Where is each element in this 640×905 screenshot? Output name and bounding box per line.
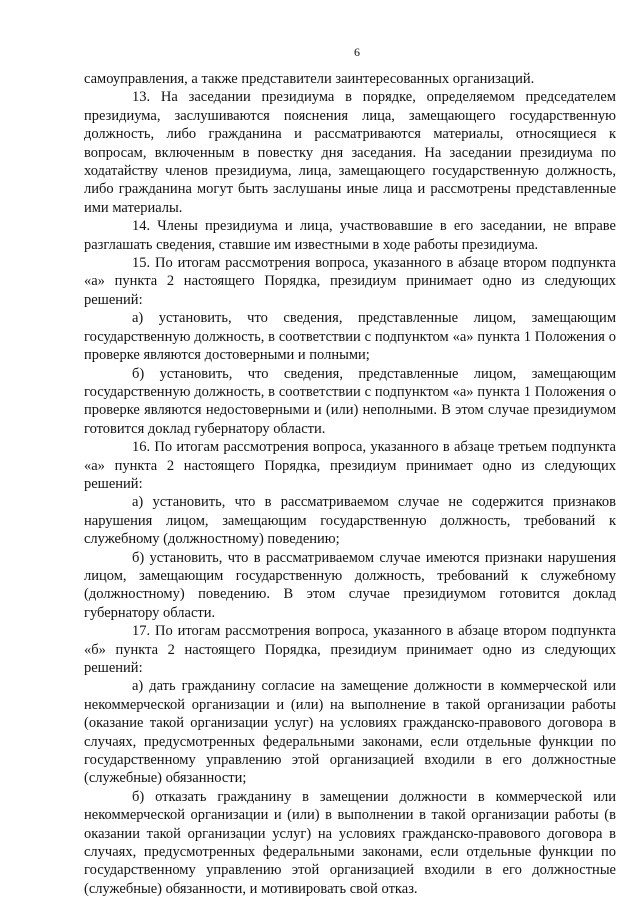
paragraph-continuation: самоуправления, а также представители заинтересованных организаций. [84, 71, 535, 87]
paragraph-17-a: а) дать гражданину согласие на замещение должности в коммерческой или некоммерческой организации и (или) на выполнение в такой организации работы (оказание такой организации услуг) на условиях гражданско-правового договора в случаях, предусмотренных федеральными законами, если отдельные функции по государственному управлению этой организацией входили в его должностные (служебные) обязанности; [84, 678, 616, 787]
page-number: 6 [354, 45, 360, 59]
document-page [84, 44, 616, 898]
paragraph-17-b: б) отказать гражданину в замещении должности в коммерческой или некоммерческой организации и (или) в выполнении в такой организации работы (в оказании такой организации услуг) на условиях гражданско-правового договора в случаях, предусмотренных федеральными законами, если отдельные функции по государственному управлению этой организацией входили в его должностные (служебные) обязанности, и мотивировать свой отказ. [84, 788, 616, 897]
paragraph-17: 17. По итогам рассмотрения вопроса, указанного в абзаце втором подпункта «б» пункта 2 настоящего Порядка, президиум принимает одно из следующих решений: [84, 623, 616, 676]
paragraph-16-b: б) установить, что в рассматриваемом случае имеются признаки нарушения лицом, замещающим государственную должность, требований к служебному (должностному) поведению. В этом случае президиумом готовится доклад губернатору области. [84, 549, 616, 621]
paragraph-14: 14. Члены президиума и лица, участвовавшие в его заседании, не вправе разглашать сведения, ставшие им известными в ходе работы президиума. [84, 218, 616, 253]
paragraph-16-a: а) установить, что в рассматриваемом случае не содержится признаков нарушения лицом, замещающим государственную должность, требований к служебному (должностному) поведению; [84, 494, 616, 548]
paragraph-15-a: а) установить, что сведения, представленные лицом, замещающим государственную должность, в соответствии с подпунктом «а» пункта 1 Положения о проверке являются достоверными и полными; [84, 310, 616, 364]
paragraph-13: 13. На заседании президиума в порядке, определяемом председателем президиума, заслушиваются пояснения лица, замещающего государственную должность, либо гражданина и рассматриваются материалы, относящиеся к вопросам, включенным в повестку дня заседания. На заседании президиума по ходатайству членов президиума, лица, замещающего государственную должность, либо гражданина могут быть заслушаны иные лица и рассмотрены представленные ими материалы. [84, 89, 616, 216]
paragraph-16: 16. По итогам рассмотрения вопроса, указанного в абзаце третьем подпункта «а» пункта 2 настоящего Порядка, президиум принимает одно из следующих решений: [84, 439, 616, 492]
paragraph-15-b: б) установить, что сведения, представленные лицом, замещающим государственную должность, в соответствии с подпунктом «а» пункта 1 Положения о проверке являются недостоверными и (или) неполными. В этом случае президиумом готовится доклад губернатору области. [84, 365, 616, 437]
paragraph-15: 15. По итогам рассмотрения вопроса, указанного в абзаце втором подпункта «а» пункта 2 настоящего Порядка, президиум принимает одно из следующих решений: [84, 255, 616, 308]
